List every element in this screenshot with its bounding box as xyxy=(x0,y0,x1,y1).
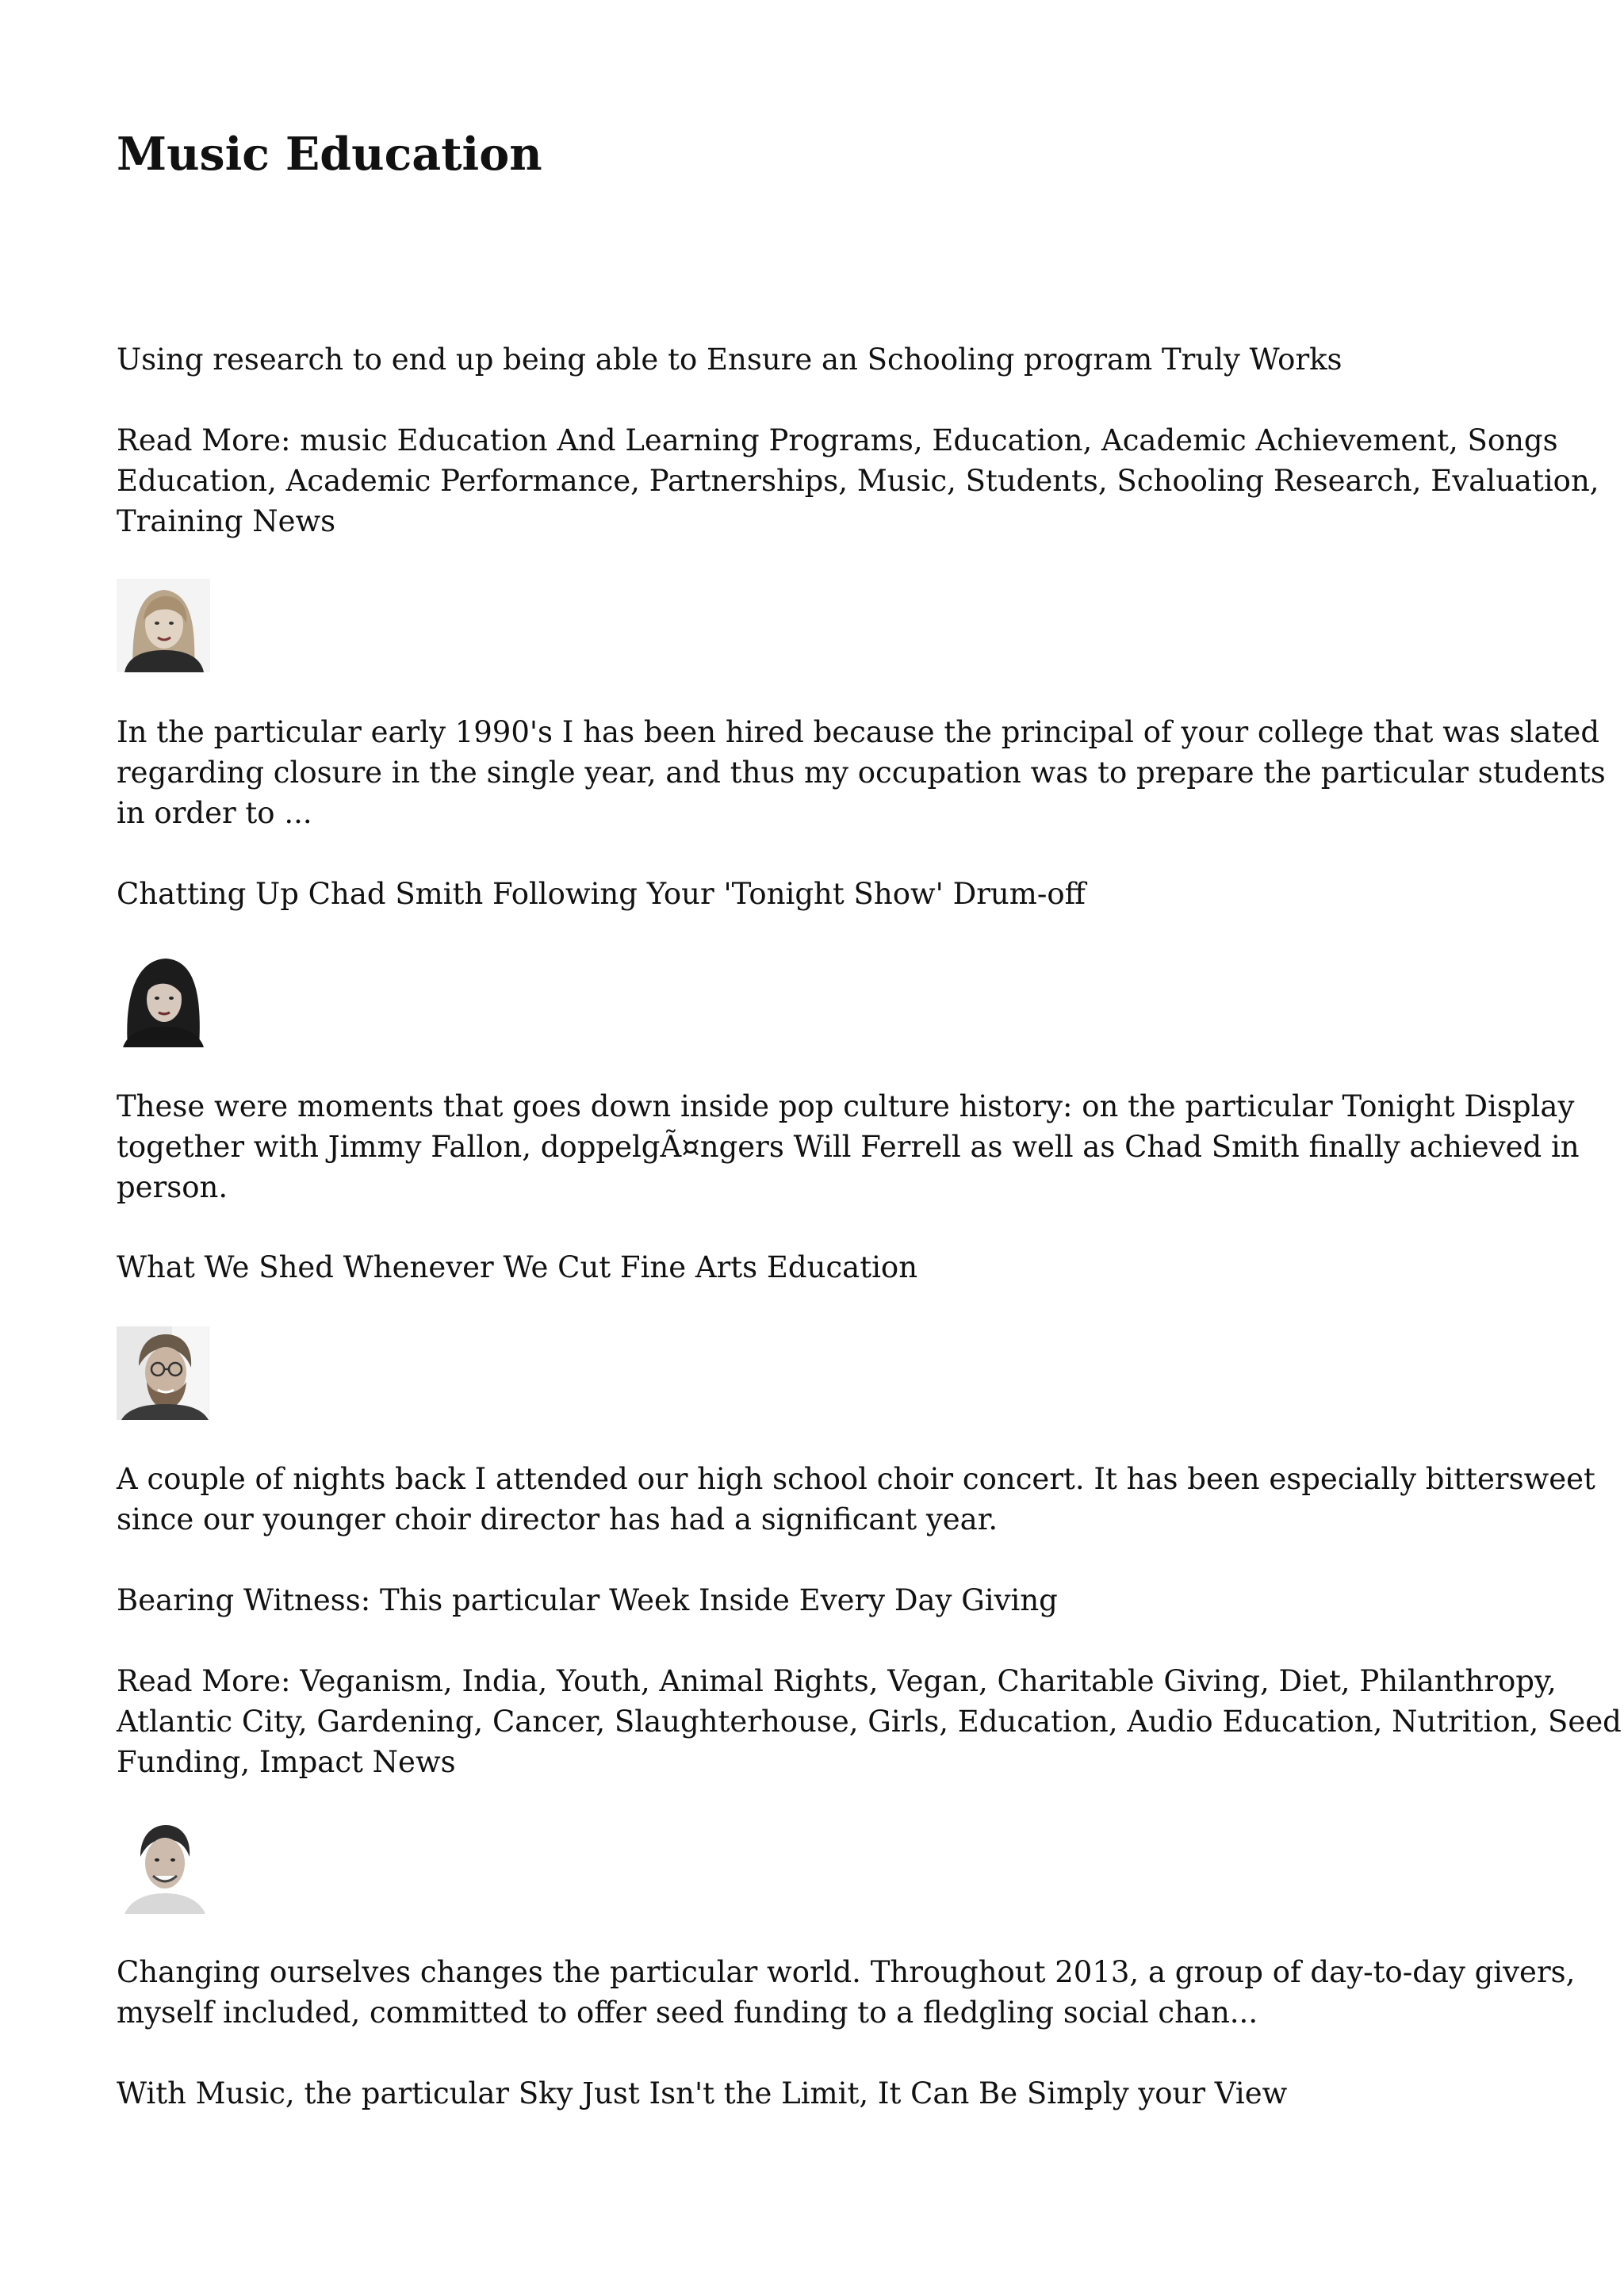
woman-portrait-icon xyxy=(117,579,210,672)
woman-portrait-icon xyxy=(117,954,210,1047)
read-more-line: Training News xyxy=(117,504,336,538)
author-photo-icon xyxy=(117,954,210,1047)
excerpt-line: together with Jimmy Fallon, doppelgÃ¤ngers Will Ferrell as well as Chad Smith finally achieved in xyxy=(117,1130,1580,1164)
excerpt-line: These were moments that goes down inside pop culture history: on the particular Tonight Display xyxy=(117,1089,1575,1123)
article-headline[interactable] xyxy=(117,1247,1528,1288)
author-photo-icon xyxy=(117,579,210,672)
excerpt-line: Changing ourselves changes the particular world. Throughout 2013, a group of day-to-day givers, xyxy=(117,1955,1576,1989)
article-excerpt xyxy=(117,1952,1576,2033)
read-more-line: Read More: Veganism, India, Youth, Animal Rights, Vegan, Charitable Giving, Diet, Philanthropy, xyxy=(117,1664,1557,1698)
man-portrait-icon xyxy=(117,1820,210,1914)
article-excerpt xyxy=(117,1459,1595,1540)
headline-text: Chatting Up Chad Smith Following Your 'Tonight Show' Drum-off xyxy=(117,877,1086,911)
excerpt-line: A couple of nights back I attended our high school choir concert. It has been especially bittersweet xyxy=(117,1462,1595,1496)
article-headline[interactable] xyxy=(117,1580,1528,1621)
article-headline[interactable] xyxy=(117,2073,1528,2114)
author-photo-icon xyxy=(117,1820,210,1914)
excerpt-line: In the particular early 1990's I has been hired because the principal of your college that was slated xyxy=(117,715,1599,749)
read-more-line: Education, Academic Performance, Partnerships, Music, Students, Schooling Research, Evaluation, xyxy=(117,464,1599,498)
headline-text: Bearing Witness: This particular Week Inside Every Day Giving xyxy=(117,1583,1058,1617)
headline-text: With Music, the particular Sky Just Isn't the Limit, It Can Be Simply your View xyxy=(117,2076,1288,2110)
read-more-tags[interactable] xyxy=(117,1661,1622,1782)
headline-text: Using research to end up being able to Ensure an Schooling program Truly Works xyxy=(117,342,1342,377)
read-more-tags[interactable] xyxy=(117,420,1599,541)
man-portrait-icon xyxy=(117,1326,210,1420)
author-photo-icon xyxy=(117,1326,210,1420)
read-more-line: Funding, Impact News xyxy=(117,1745,456,1779)
read-more-line: Atlantic City, Gardening, Cancer, Slaughterhouse, Girls, Education, Audio Education, Nutrition, Seed xyxy=(117,1705,1622,1739)
page-title: Music Education xyxy=(117,128,542,181)
article-excerpt xyxy=(117,1086,1580,1207)
excerpt-line: since our younger choir director has had a significant year. xyxy=(117,1502,998,1536)
excerpt-line: myself included, committed to offer seed funding to a fledgling social chan... xyxy=(117,1996,1258,2030)
excerpt-line: regarding closure in the single year, and thus my occupation was to prepare the particular students xyxy=(117,756,1606,790)
article-excerpt xyxy=(117,712,1606,833)
article-headline[interactable] xyxy=(117,874,1528,914)
headline-text: What We Shed Whenever We Cut Fine Arts Education xyxy=(117,1250,918,1284)
read-more-line: Read More: music Education And Learning Programs, Education, Academic Achievement, Songs xyxy=(117,423,1558,457)
excerpt-line: person. xyxy=(117,1170,228,1204)
excerpt-line: in order to ... xyxy=(117,796,312,830)
article-headline[interactable] xyxy=(117,339,1528,380)
